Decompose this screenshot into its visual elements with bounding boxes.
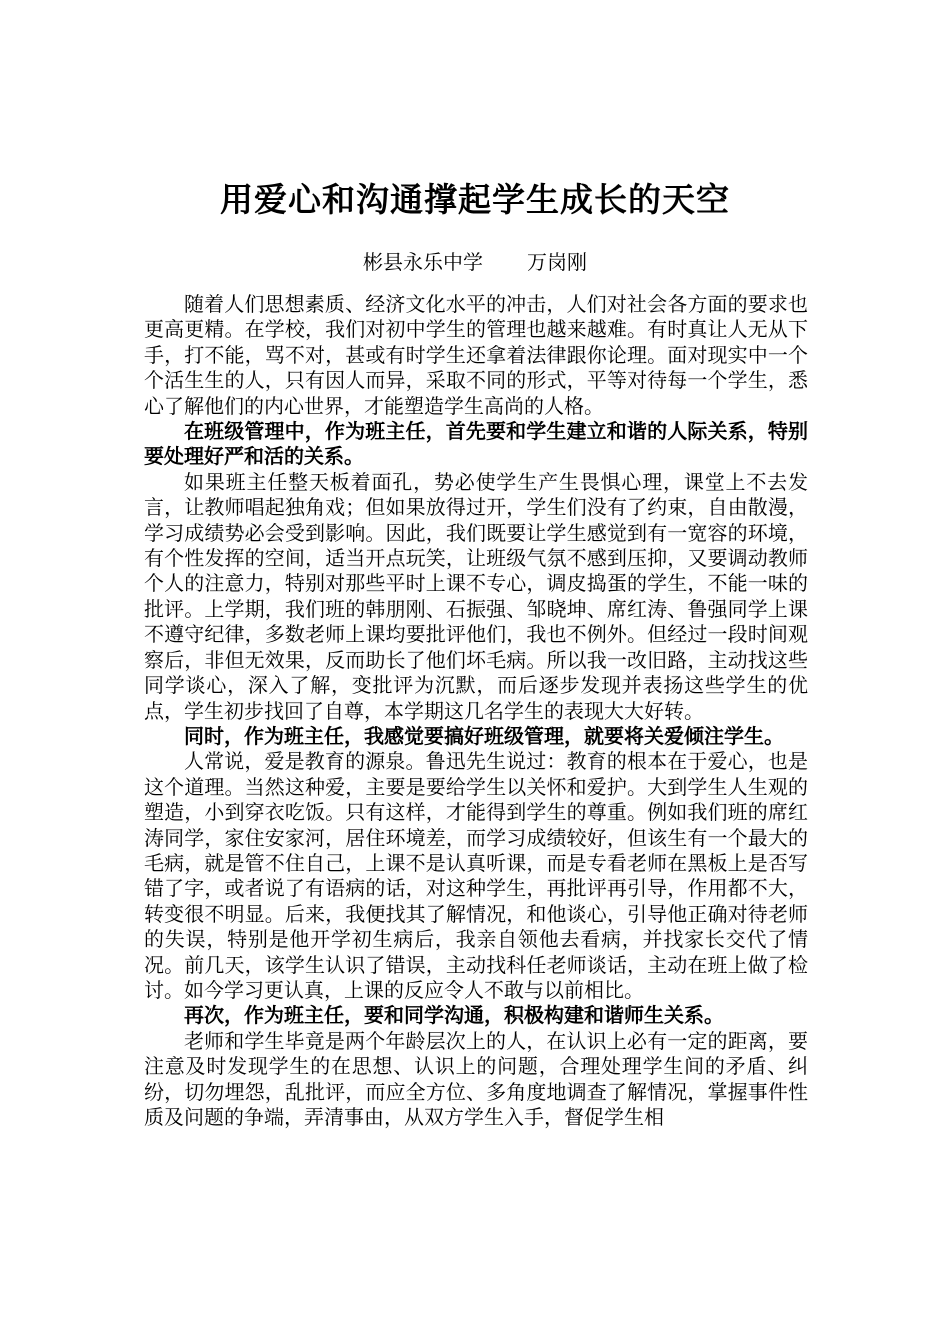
- school-name: 彬县永乐中学: [363, 250, 483, 274]
- author-name: 万岗刚: [527, 250, 587, 274]
- section-heading: 再次，作为班主任，要和同学沟通，积极构建和谐师生关系。: [184, 1003, 724, 1028]
- paragraph: 人常说，爱是教育的源泉。鲁迅先生说过：教育的根本在于爱心，也是这个道理。当然这种爱，主要是要给学生以关怀和爱护。大到学生人生观的塑造，小到穿衣吃饭。只有这样，才能得到学生的尊重。例如我们班的席红涛同学，家住安家河，居住环境差，而学习成绩较好，但该生有一个最大的毛病，就是管不住自己，上课不是认真听课，而是专看老师在黑板上是否写错了字，或者说了有语病的话，对这种学生，再批评再引导，作用都不大，转变很不明显。后来，我便找其了解情况，和他谈心，引导他正确对待老师的失误，特别是他开学初生病后，我亲自领他去看病，并找家长交代了情况。前几天，该学生认识了错误，主动找科任老师谈话，主动在班上做了检讨。如今学习更认真，上课的反应令人不敢与以前相比。: [144, 749, 808, 1002]
- section-heading: 在班级管理中，作为班主任，首先要和学生建立和谐的人际关系，特别要处理好严和活的关系。: [144, 419, 808, 469]
- paragraph: 如果班主任整天板着面孔，势必使学生产生畏惧心理，课堂上不去发言，让教师唱起独角戏；但如果放得过开，学生们没有了约束，自由散漫，学习成绩势必会受到影响。因此，我们既要让学生感觉到有一宽容的环境，有个性发挥的空间，适当开点玩笑，让班级气氛不感到压抑，又要调动教师个人的注意力，特别对那些平时上课不专心，调皮捣蛋的学生，不能一味的批评。上学期，我们班的韩朋刚、石振强、邹晓坤、席红涛、鲁强同学上课不遵守纪律，多数老师上课均要批评他们，我也不例外。但经过一段时间观察后，非但无效果，反而助长了他们坏毛病。所以我一改旧路，主动找这些同学谈心，深入了解，变批评为沉默，而后逐步发现并表扬这些学生的优点，学生初步找回了自尊，本学期这几名学生的表现大大好转。: [144, 469, 808, 723]
- byline: [0, 247, 950, 277]
- paragraph: 随着人们思想素质、经济文化水平的冲击，人们对社会各方面的要求也更高更精。在学校，我们对初中学生的管理也越来越难。有时真让人无从下手，打不能，骂不对，甚或有时学生还拿着法律跟你论理。面对现实中一个个活生生的人，只有因人而异，采取不同的形式，平等对待每一个学生，悉心了解他们的内心世界，才能塑造学生高尚的人格。: [144, 292, 808, 418]
- section-heading: 同时，作为班主任，我感觉要搞好班级管理，就要将关爱倾注学生。: [184, 723, 784, 748]
- document-title: 用爱心和沟通撑起学生成长的天空: [220, 180, 730, 219]
- document-body: [144, 292, 808, 1130]
- paragraph: 老师和学生毕竟是两个年龄层次上的人，在认识上必有一定的距离，要注意及时发现学生的在思想、认识上的问题，合理处理学生间的矛盾、纠纷，切勿埋怨，乱批评，而应全方位、多角度地调查了解情况，掌握事件性质及问题的争端，弄清事由，从双方学生入手，督促学生相: [144, 1028, 808, 1129]
